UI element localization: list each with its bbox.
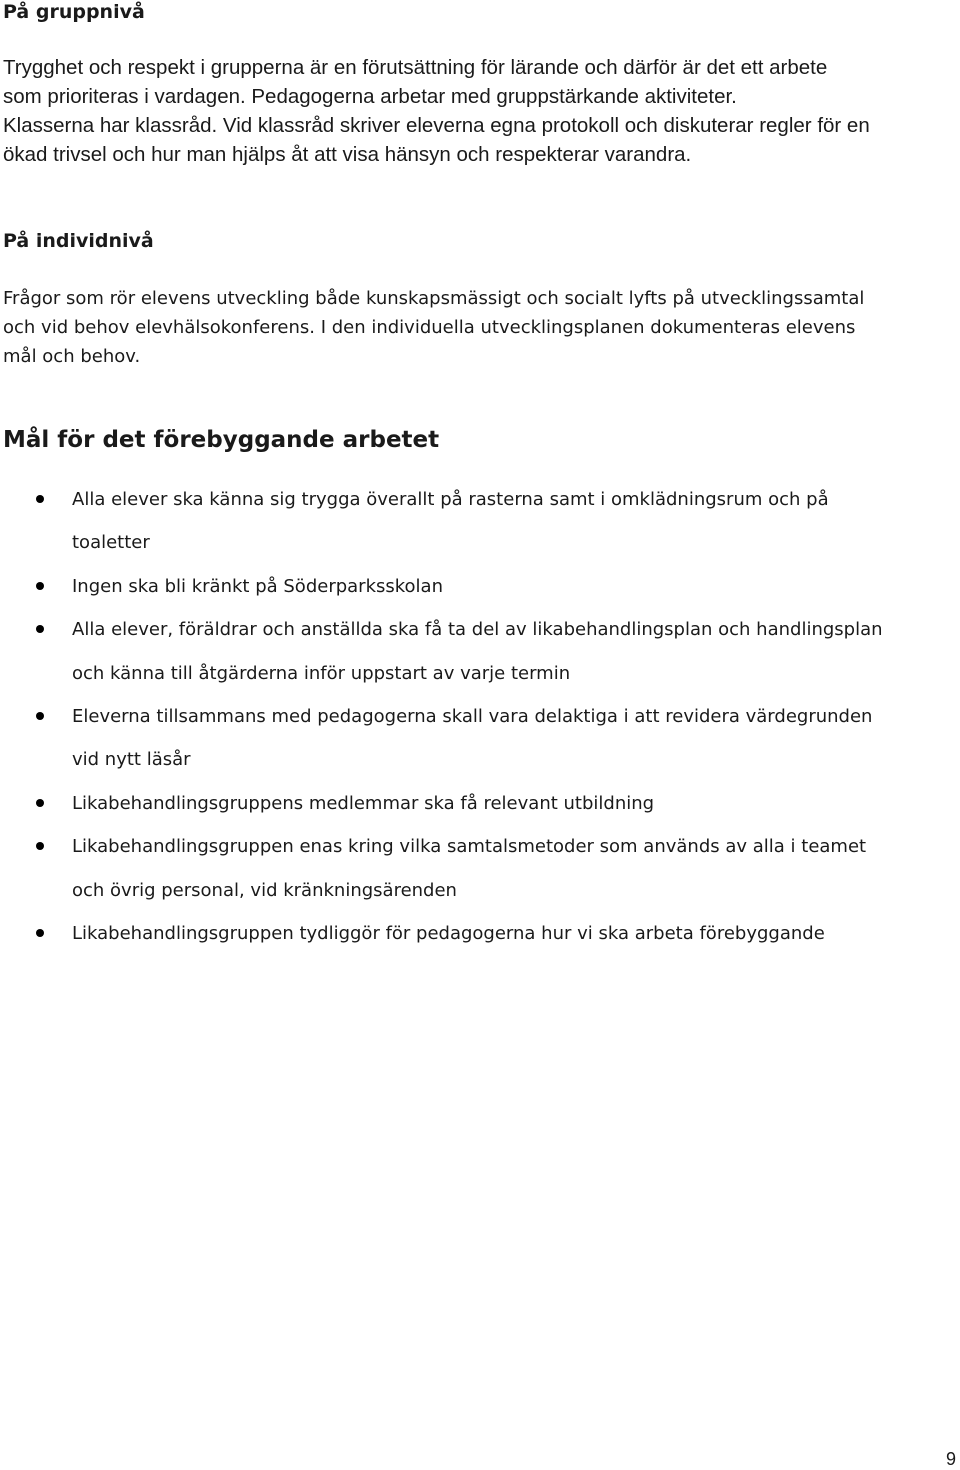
list-item-line: Likabehandlingsgruppens medlemmar ska få relevant utbildning — [72, 792, 655, 814]
paragraph-line: Klasserna har klassråd. Vid klassråd skriver eleverna egna protokoll och diskuterar regler för en — [3, 114, 870, 137]
paragraph-individual-level — [3, 284, 948, 371]
bullet-icon — [36, 842, 44, 850]
heading-group-level: På gruppnivå — [3, 1, 145, 23]
bullet-icon — [36, 799, 44, 807]
list-item-line: Eleverna tillsammans med pedagogerna skall vara delaktiga i att revidera värdegrunden — [72, 706, 873, 728]
list-item-line: Alla elever, föräldrar och anställda ska få ta del av likabehandlingsplan och handlingsplan — [72, 619, 883, 641]
list-item — [0, 912, 942, 955]
list-item-line: toaletter — [72, 532, 150, 554]
bullet-icon — [36, 712, 44, 720]
paragraph-line: ökad trivsel och hur man hjälps åt att visa hänsyn och respekterar varandra. — [3, 143, 692, 166]
paragraph-line: mål och behov. — [3, 346, 141, 367]
paragraph-group-level — [3, 53, 948, 169]
list-item — [0, 565, 942, 608]
paragraph-line: Frågor som rör elevens utveckling både kunskapsmässigt och socialt lyfts på utvecklingssamtal — [3, 288, 865, 309]
list-item-line: Likabehandlingsgruppen tydliggör för pedagogerna hur vi ska arbeta förebyggande — [72, 923, 825, 945]
list-item-line: Alla elever ska känna sig trygga överallt på rasterna samt i omklädningsrum och på — [72, 489, 829, 510]
paragraph-line: Trygghet och respekt i grupperna är en förutsättning för lärande och därför är det ett arbete — [3, 56, 828, 79]
goals-list — [0, 478, 960, 955]
list-item-line: och övrig personal, vid kränkningsärenden — [72, 879, 457, 901]
list-item — [0, 782, 942, 825]
list-item — [0, 695, 942, 782]
bullet-icon — [36, 582, 44, 590]
paragraph-line: som prioriteras i vardagen. Pedagogerna arbetar med gruppstärkande aktiviteter. — [3, 85, 737, 108]
paragraph-line: och vid behov elevhälsokonferens. I den individuella utvecklingsplanen dokumenteras elevens — [3, 317, 856, 338]
list-item-line: Likabehandlingsgruppen enas kring vilka samtalsmetoder som används av alla i teamet — [72, 836, 867, 858]
page-number: 9 — [945, 1449, 956, 1469]
heading-individual-level: På individnivå — [3, 230, 154, 252]
heading-goals: Mål för det förebyggande arbetet — [3, 427, 440, 453]
list-item-line: vid nytt läsår — [72, 749, 191, 771]
list-item-line: och känna till åtgärderna inför uppstart av varje termin — [72, 662, 571, 684]
bullet-icon — [36, 625, 44, 633]
list-item — [0, 825, 942, 912]
list-item — [0, 478, 942, 565]
list-item — [0, 608, 942, 695]
bullet-icon — [36, 929, 44, 937]
list-item-line: Ingen ska bli kränkt på Söderparksskolan — [72, 575, 443, 597]
bullet-icon — [36, 495, 44, 503]
